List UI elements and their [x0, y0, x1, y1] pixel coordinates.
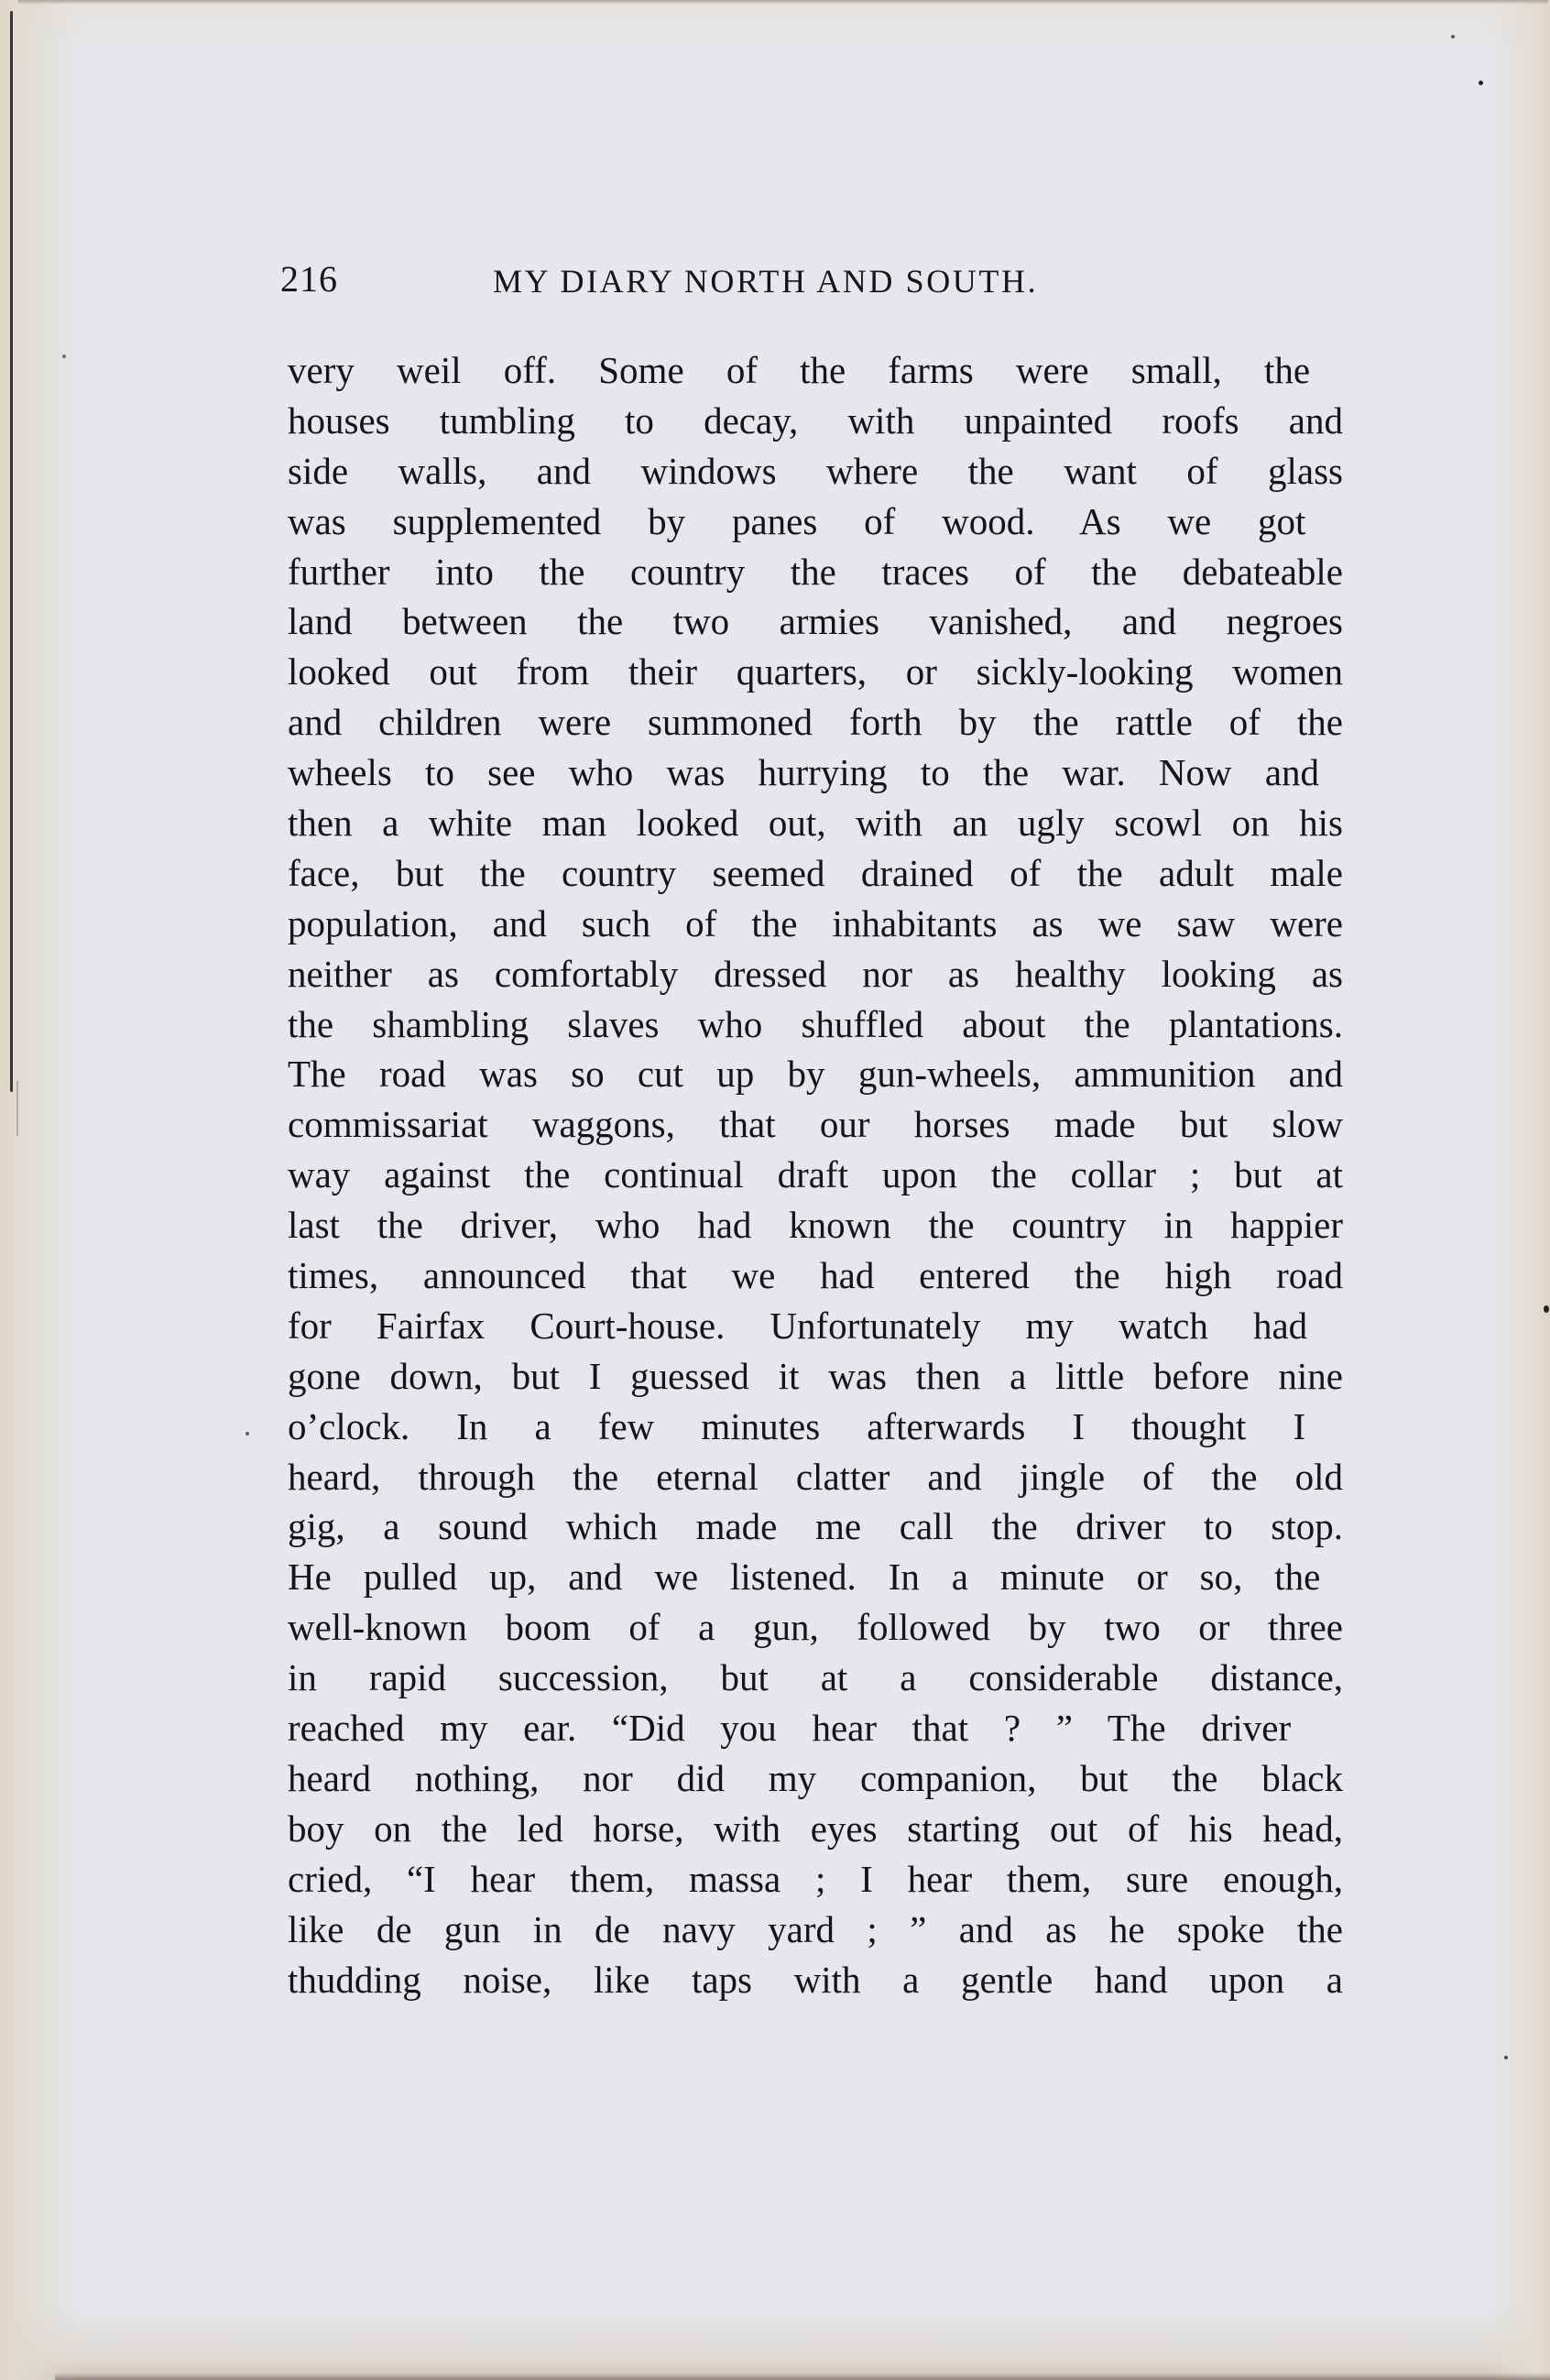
text-line: houses tumbling to decay, with unpainted roofs and	[288, 398, 1343, 442]
text-line: like de gun in de navy yard ; ” and as he spoke the	[288, 1907, 1343, 1950]
page-top-edge	[18, 0, 1548, 5]
text-line: further into the country the traces of the debateable	[288, 550, 1343, 593]
ink-speck	[1504, 2056, 1508, 2059]
text-line: heard nothing, nor did my companion, but the black	[288, 1756, 1343, 1799]
text-line: commissariat waggons, that our horses made but slow	[288, 1103, 1343, 1146]
page-number: 216	[280, 258, 338, 300]
text-line: thudding noise, like taps with a gentle hand upon a	[288, 1958, 1343, 2001]
text-line: gig, a sound which made me call the driver to stop.	[288, 1505, 1343, 1548]
ink-speck	[1451, 35, 1455, 38]
running-title: MY DIARY NORTH AND SOUTH.	[493, 263, 1039, 300]
text-line: times, announced that we had entered the high road	[288, 1254, 1343, 1297]
text-line: neither as comfortably dressed nor as healthy looking as	[288, 952, 1343, 995]
text-line: He pulled up, and we listened. In a minute or so, the	[288, 1556, 1321, 1599]
text-line: boy on the led horse, with eyes starting out of his head,	[288, 1807, 1343, 1850]
text-line: in rapid succession, but at a considerable distance,	[288, 1656, 1343, 1699]
binding-edge-mark	[16, 1081, 18, 1136]
text-line: face, but the country seemed drained of the adult male	[288, 851, 1343, 894]
text-line: cried, “I hear them, massa ; I hear them, sure enough,	[288, 1857, 1343, 1900]
text-line: the shambling slaves who shuffled about the plantations.	[288, 1002, 1343, 1045]
text-line: way against the continual draft upon the collar ; but at	[288, 1153, 1343, 1196]
text-line: and children were summoned forth by the rattle of the	[288, 701, 1343, 744]
ink-speck	[1544, 1305, 1549, 1313]
text-line: very weil off. Some of the farms were small, the	[288, 349, 1311, 391]
text-line: population, and such of the inhabitants as we saw were	[288, 901, 1343, 944]
running-head	[280, 259, 1343, 300]
text-line: then a white man looked out, with an ugly scowl on his	[288, 802, 1343, 845]
binding-edge-line	[10, 11, 13, 1092]
page-bottom-edge	[55, 2373, 1550, 2380]
ink-speck	[246, 1432, 249, 1436]
text-line: wheels to see who was hurrying to the war. Now and	[288, 751, 1320, 794]
text-line: land between the two armies vanished, and negroes	[288, 600, 1343, 643]
text-line: reached my ear. “Did you hear that ? ” The driver	[288, 1707, 1292, 1750]
ink-speck	[62, 355, 66, 358]
text-line: side walls, and windows where the want of glass	[288, 449, 1343, 492]
text-line: last the driver, who had known the country in happier	[288, 1204, 1343, 1247]
text-line: o’clock. In a few minutes afterwards I thought I	[288, 1404, 1306, 1447]
text-line: looked out from their quarters, or sickly-looking women	[288, 650, 1343, 693]
body-text	[288, 345, 1343, 2004]
text-line: The road was so cut up by gun-wheels, ammunition and	[288, 1053, 1343, 1096]
text-line: for Fairfax Court-house. Unfortunately my watch had	[288, 1304, 1308, 1347]
ink-speck	[1479, 81, 1483, 85]
text-line: was supplemented by panes of wood. As we got	[288, 499, 1306, 542]
text-line: gone down, but I guessed it was then a little before nine	[288, 1354, 1343, 1397]
text-line: heard, through the eternal clatter and jingle of the old	[288, 1455, 1343, 1498]
text-line: well-known boom of a gun, followed by two or three	[288, 1606, 1343, 1649]
